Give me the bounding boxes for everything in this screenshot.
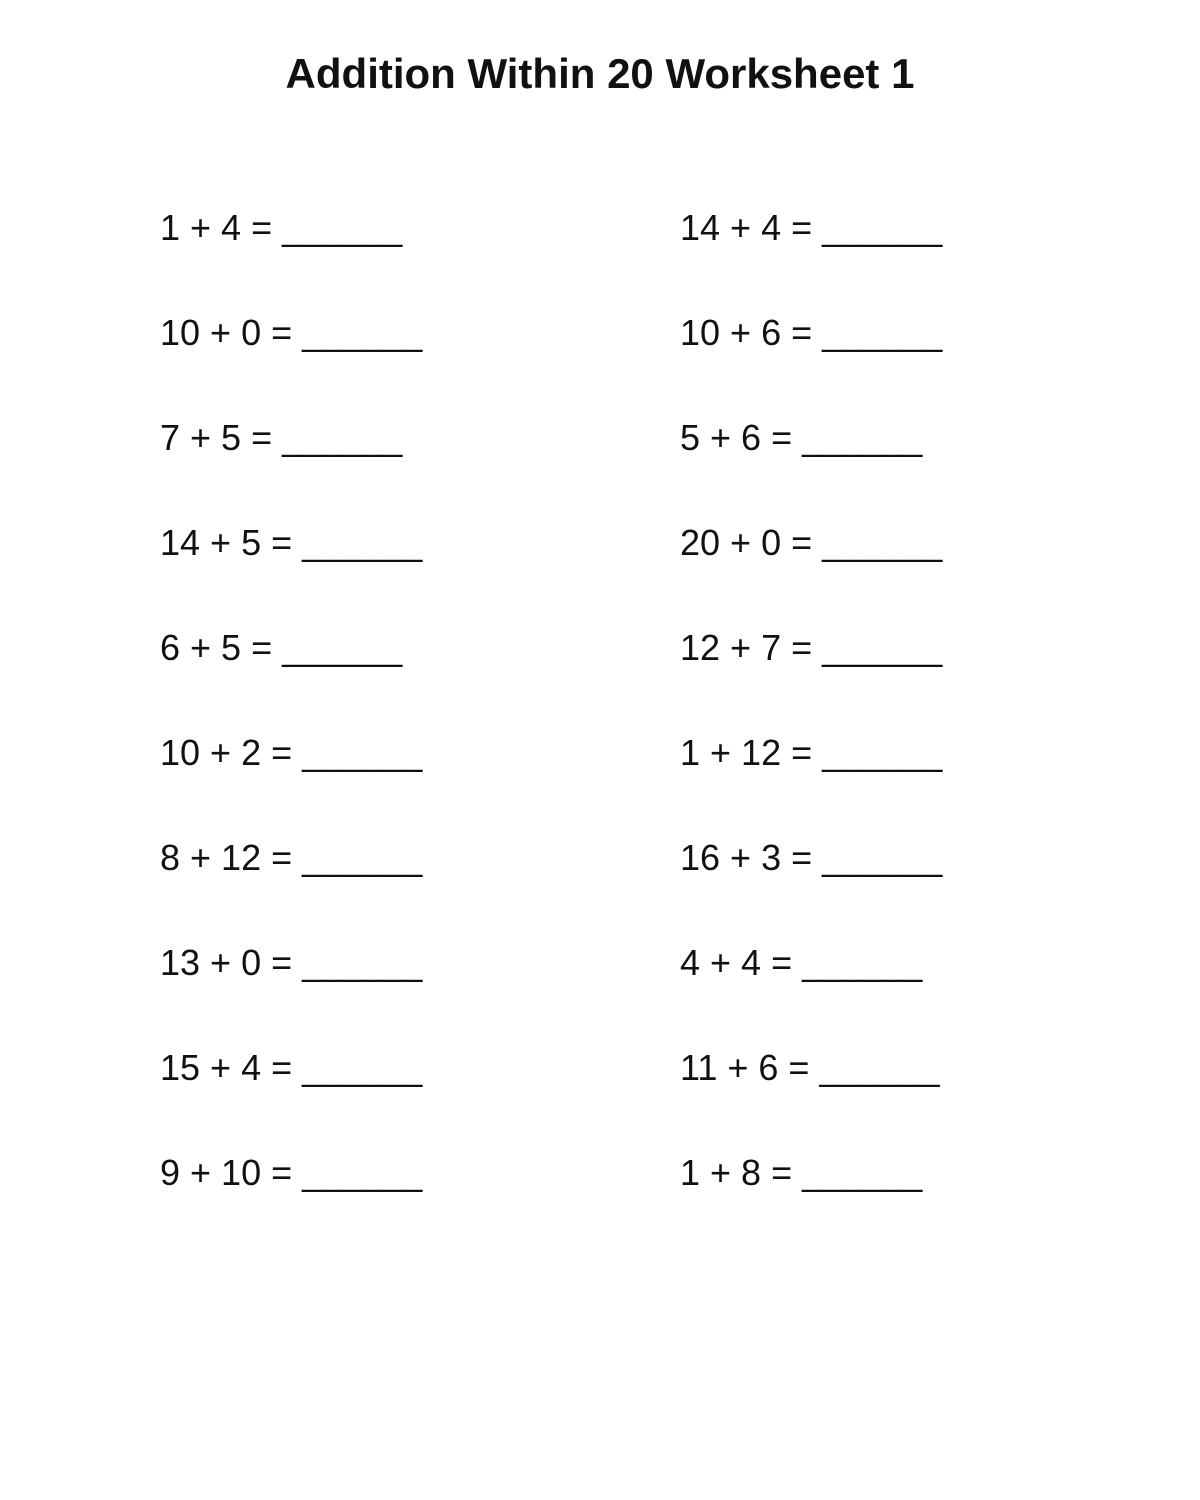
problem-13: 8 + 12 = ______ (160, 837, 423, 878)
problem-9: 6 + 5 = ______ (160, 627, 403, 668)
problem-12: 1 + 12 = ______ (680, 732, 943, 773)
problem-20: 1 + 8 = ______ (680, 1152, 923, 1193)
problem-4: 10 + 6 = ______ (680, 312, 943, 353)
problem-8: 20 + 0 = ______ (680, 522, 943, 563)
problem-18: 11 + 6 = ______ (680, 1047, 940, 1088)
problem-7: 14 + 5 = ______ (160, 522, 423, 563)
problem-15: 13 + 0 = ______ (160, 942, 423, 983)
problem-1: 1 + 4 = ______ (160, 207, 403, 248)
problem-14: 16 + 3 = ______ (680, 837, 943, 878)
problem-17: 15 + 4 = ______ (160, 1047, 423, 1088)
problem-2: 14 + 4 = ______ (680, 207, 943, 248)
problem-19: 9 + 10 = ______ (160, 1152, 423, 1193)
problem-11: 10 + 2 = ______ (160, 732, 423, 773)
problem-10: 12 + 7 = ______ (680, 627, 943, 668)
problem-5: 7 + 5 = ______ (160, 417, 403, 458)
problem-6: 5 + 6 = ______ (680, 417, 923, 458)
problem-16: 4 + 4 = ______ (680, 942, 923, 983)
problem-3: 10 + 0 = ______ (160, 312, 423, 353)
worksheet-title: Addition Within 20 Worksheet 1 (285, 50, 915, 97)
